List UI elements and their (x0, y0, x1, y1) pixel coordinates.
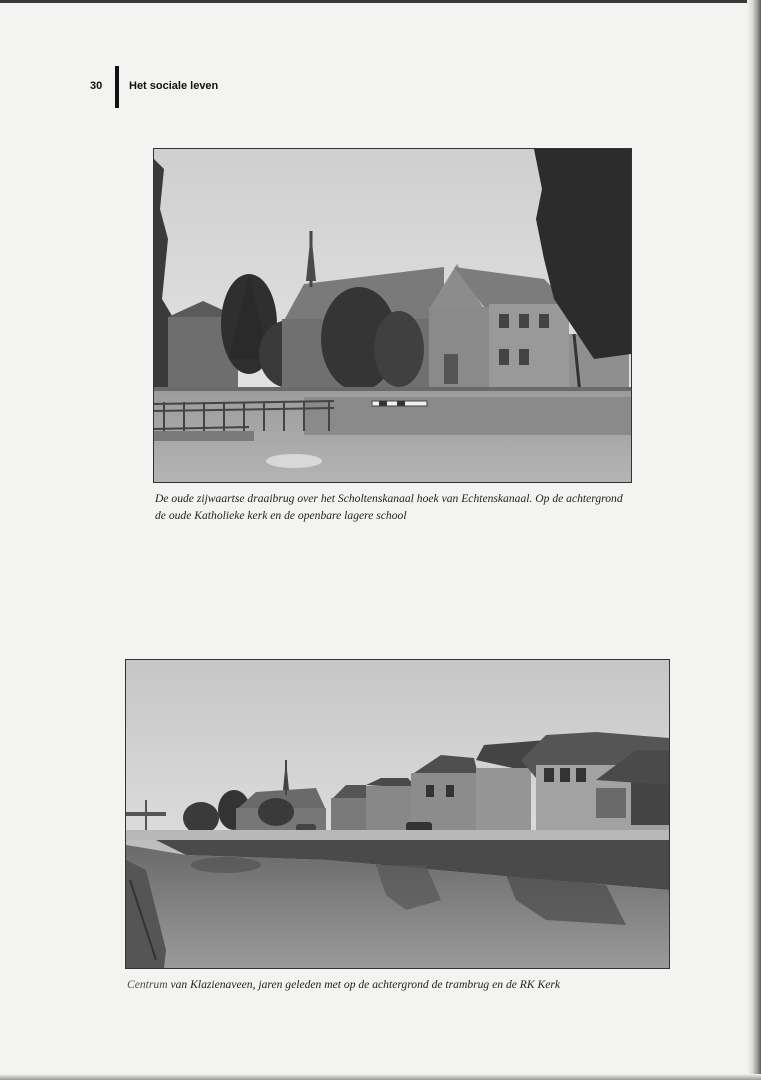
page-number: 30 (90, 80, 103, 92)
caption-text: van Klazienaveen, jaren geleden met op de achtergrond de trambrug en de RK Kerk (167, 978, 561, 991)
photo-canal-centre (125, 659, 670, 969)
photo-drawbridge-image (154, 149, 631, 482)
section-title: Het sociale leven (129, 80, 219, 92)
header-divider (115, 66, 119, 108)
scan-edge-right (747, 0, 761, 1080)
photo-canal-centre-caption (127, 976, 687, 993)
scan-edge-top (0, 0, 761, 3)
photo-drawbridge-caption: De oude zijwaartse draaibrug over het Scholtenskanaal hoek van Echtenskanaal. Op de achtergrond de oude Katholieke kerk en de openbare lagere school (155, 492, 623, 522)
photo-canal-centre-image (126, 660, 669, 968)
scan-edge-bottom (0, 1074, 761, 1080)
photo-drawbridge (153, 148, 632, 483)
caption-lead-word: Centrum (127, 978, 168, 991)
